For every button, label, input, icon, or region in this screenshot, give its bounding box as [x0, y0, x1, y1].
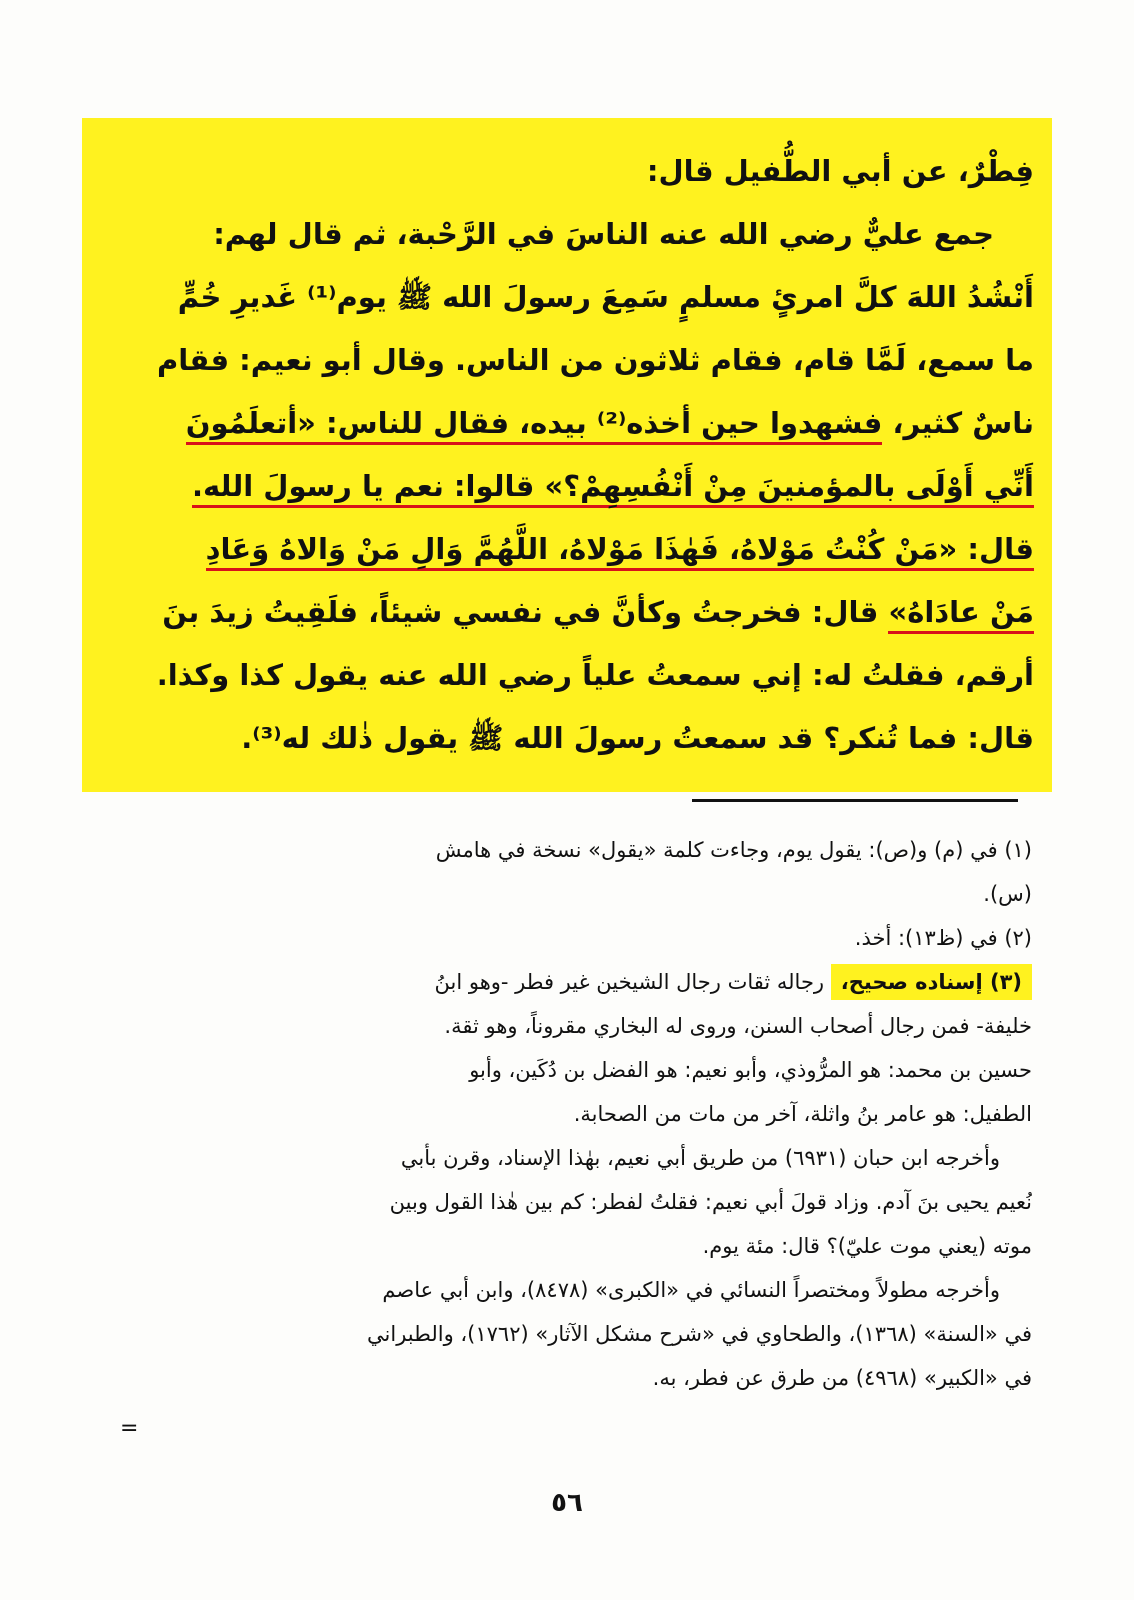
underlined-line-8: مَنْ عادَاهُ» [888, 595, 1034, 634]
main-line-8-plain: قال: فخرجتُ وكأنَّ في نفسي شيئاً، فلَقِيتُ زيدَ بنَ [162, 595, 889, 629]
underlined-line-6: أَنِّي أَوْلَى بالمؤمنينَ مِنْ أَنْفُسِهِمْ؟» قالوا: نعم يا رسولَ الله. [192, 469, 1034, 508]
main-line-10: قال: فما تُنكر؟ قد سمعتُ رسولَ الله ﷺ يقول ذٰلك له⁽³⁾. [241, 721, 1034, 755]
main-line-7 [104, 518, 1034, 581]
footnote-1-line-1: (١) في (م) و(ص): يقول يوم، وجاءت كلمة «يقول» نسخة في هامش [435, 838, 1032, 862]
underlined-phrase: فشهدوا حين أخذه⁽²⁾ بيده، فقال للناس: «أتعلَمُونَ [186, 406, 883, 445]
footnotes [122, 828, 1032, 1400]
footnote-3-line-4: الطفيل: هو عامر بنُ واثلة، آخر من مات من الصحابة. [573, 1102, 1032, 1126]
main-line-6 [104, 455, 1034, 518]
main-line-4: ما سمع، لَمَّا قام، فقام ثلاثون من الناس. وقال أبو نعيم: فقام [157, 343, 1034, 377]
main-line-1: فِطْرٌ، عن أبي الطُّفيل قال: [646, 154, 1034, 188]
footnote-3-line-5: وأخرجه ابن حبان (٦٩٣١) من طريق أبي نعيم، بهٰذا الإسناد، وقرن بأبي [400, 1146, 1000, 1170]
main-line-8 [104, 581, 1034, 644]
page-number: ٥٦ [551, 1488, 583, 1518]
footnote-3-line-8: وأخرجه مطولاً ومختصراً النسائي في «الكبرى» (٨٤٧٨)، وابن أبي عاصم [382, 1278, 1000, 1302]
footnote-1-line-2: (س). [983, 882, 1032, 906]
footnote-2: (٢) في (ظ١٣): أخذ. [854, 926, 1032, 950]
main-line-3: أَنْشُدُ اللهَ كلَّ امرئٍ مسلمٍ سَمِعَ رسولَ الله ﷺ يوم⁽¹⁾ غَديرِ خُمٍّ [177, 280, 1034, 314]
footnote-3-line-2: خليفة- فمن رجال أصحاب السنن، وروى له البخاري مقروناً، وهو ثقة. [444, 1014, 1032, 1038]
footnote-3-highlight: (٣) إسناده صحيح، [831, 964, 1032, 1000]
underlined-line-7: قال: «مَنْ كُنْتُ مَوْلاهُ، فَهٰذَا مَوْلاهُ، اللَّهُمَّ وَالِ مَنْ وَالاهُ وَعَادِ [206, 532, 1034, 571]
footnote-separator [692, 799, 1018, 802]
main-line-2: جمع عليٌّ رضي الله عنه الناسَ في الرَّحْبة، ثم قال لهم: [213, 217, 994, 251]
footnote-3-line-7: موته (يعني موت عليّ)؟ قال: مئة يوم. [702, 1234, 1032, 1258]
continuation-mark: = [120, 1416, 139, 1441]
hadith-text [104, 140, 1034, 770]
footnote-3-line-1-rest: رجاله ثقات رجال الشيخين غير فطر -وهو ابنُ [434, 970, 831, 994]
main-line-5 [104, 392, 1034, 455]
main-line-9: أرقم، فقلتُ له: إني سمعتُ علياً رضي الله عنه يقول كذا وكذا. [156, 658, 1034, 692]
footnote-3-line-10: في «الكبير» (٤٩٦٨) من طرق عن فطر، به. [652, 1366, 1032, 1390]
footnote-3-line-9: في «السنة» (١٣٦٨)، والطحاوي في «شرح مشكل الآثار» (١٧٦٢)، والطبراني [367, 1322, 1032, 1346]
main-line-5-plain: ناسٌ كثير، [882, 406, 1034, 440]
footnote-3-line-1 [122, 960, 1032, 1004]
footnote-3-line-3: حسين بن محمد: هو المرُّوذي، وأبو نعيم: هو الفضل بن دُكَين، وأبو [469, 1058, 1032, 1082]
footnote-3-line-6: نُعيم يحيى بنَ آدم. وزاد قولَ أبي نعيم: فقلتُ لفطر: كم بين هٰذا القول وبين [389, 1190, 1032, 1214]
